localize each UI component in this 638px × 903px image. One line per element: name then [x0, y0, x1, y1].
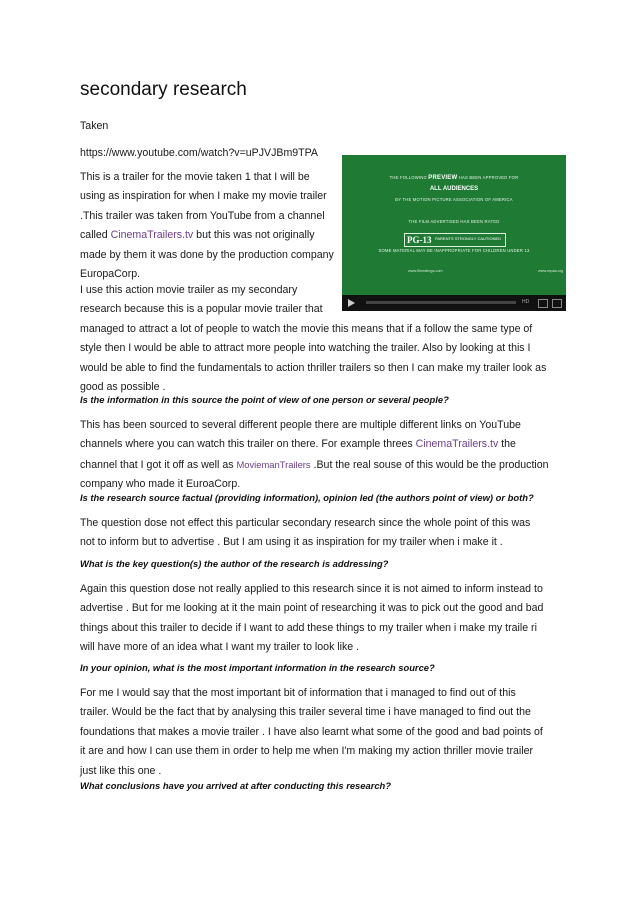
- answer-2: [80, 514, 566, 553]
- question-4: In your opinion, what is the most important information in the research source?: [80, 662, 435, 673]
- answer-line: The question dose not effect this particular secondary research since the whole point of this was: [80, 517, 531, 529]
- answer-line: just like this one .: [80, 764, 162, 777]
- intro-line: This is a trailer for the movie taken 1 that I will be: [80, 171, 310, 183]
- source-url: https://www.youtube.com/watch?v=uPJVJBm9TPA: [80, 147, 318, 159]
- question-3: What is the key question(s) the author of the research is addressing?: [80, 558, 389, 569]
- answer-line: channels where you can watch this trailer on there. For example threes CinemaTrailers.tv the: [80, 438, 516, 451]
- answer-line: foundations that makes a movie trailer . I have also learnt what some of the good and bad points of: [80, 725, 543, 738]
- intro-text: but this was not originally: [193, 229, 315, 242]
- rating-badge: PG-13: [407, 235, 432, 245]
- reason-line: I use this action movie trailer as my secondary: [80, 284, 298, 296]
- intro-line: using as inspiration for when I make my movie trailer: [80, 190, 327, 203]
- answer-line: For me I would say that the most important bit of information that i managed to find out of this: [80, 687, 516, 699]
- reason-line: style then I would be able to attract more people into watching the trailer. Also by looking at this I: [80, 342, 531, 355]
- answer-line: will have more of an idea what I want my trailer to look like .: [80, 641, 360, 654]
- answer-line: company who made it EuroaCorp.: [80, 478, 241, 491]
- channel-highlight: CinemaTrailers.tv: [415, 438, 499, 451]
- reason-line: good as possible .: [80, 381, 166, 394]
- question-5: What conclusions have you arrived at after conducting this research?: [80, 780, 392, 791]
- intro-text: called: [80, 229, 111, 242]
- intro-line: [80, 226, 345, 245]
- hd-label[interactable]: HD: [522, 299, 530, 305]
- reason-paragraph: [80, 281, 566, 397]
- screen-line: SOME MATERIAL MAY BE INAPPROPRIATE FOR CHILDREN UNDER 13: [378, 248, 530, 253]
- intro-line: .This trailer was taken from YouTube from a channel: [80, 209, 325, 222]
- right-url: www.mpaa.org: [538, 269, 564, 273]
- left-url: www.filmratings.com: [408, 269, 443, 273]
- screen-line: BY THE MOTION PICTURE ASSOCIATION OF AMERICA: [395, 197, 513, 202]
- intro-paragraph: [80, 168, 345, 284]
- channel-highlight: CinemaTrailers.tv: [110, 229, 194, 242]
- answer-line: This has been sourced to several different people there are multiple different links on YouTube: [80, 419, 521, 431]
- rating-text: PARENTS STRONGLY CAUTIONED: [435, 236, 502, 241]
- answer-1: [80, 416, 566, 495]
- answer-4: [80, 684, 566, 781]
- answer-line: not to inform but to advertise . But I am using it as inspiration for my trailer when i make it .: [80, 536, 503, 549]
- answer-line: advertise . But for me looking at it the main point of researching it was to pick out the good and bad: [80, 602, 544, 615]
- intro-line: made by them it was done by the production company: [80, 248, 334, 261]
- answer-line: channel that I got it off as well as MoviemanTrailers .But the real souse of this would be the production: [80, 458, 549, 471]
- answer-3: [80, 580, 566, 658]
- rating-box: [404, 233, 506, 247]
- answer-line: it are and how I can use them in order to help me when I'm making my action thriller movie trailer: [80, 745, 534, 758]
- answer-line: trailer. Would be the fact that by analysing this trailer several time i have managed to find out the: [80, 706, 531, 719]
- channel-highlight: MoviemanTrailers: [236, 458, 311, 470]
- reason-line: managed to attract a lot of people to watch the movie this means that if a follow the same type of: [80, 322, 533, 335]
- answer-line: Again this question dose not really applied to this research since it is not aimed to inform instead to: [80, 583, 543, 595]
- intro-line: EuropaCorp.: [80, 268, 141, 281]
- screen-line: THE FILM ADVERTISED HAS BEEN RATED: [408, 219, 500, 224]
- question-1: Is the information in this source the point of view of one person or several people?: [80, 394, 449, 405]
- answer-line: things about this trailer to decide if I want to add these things to my trailer when i make my traile ri: [80, 621, 537, 634]
- page-title: secondary research: [80, 79, 247, 100]
- question-2: Is the research source factual (providing information), opinion led (the authors point of view) or both?: [80, 492, 534, 503]
- reason-line: research because this is a popular movie trailer that: [80, 303, 323, 316]
- screen-line: THE FOLLOWING PREVIEW HAS BEEN APPROVED FOR: [389, 175, 519, 181]
- taken-label: Taken: [80, 120, 109, 132]
- video-screen: [342, 155, 566, 295]
- reason-line: would be able to find the fundamentals to action thriller trailers so then I can make my trailer look as: [80, 361, 547, 374]
- screen-audiences: ALL AUDIENCES: [429, 186, 479, 192]
